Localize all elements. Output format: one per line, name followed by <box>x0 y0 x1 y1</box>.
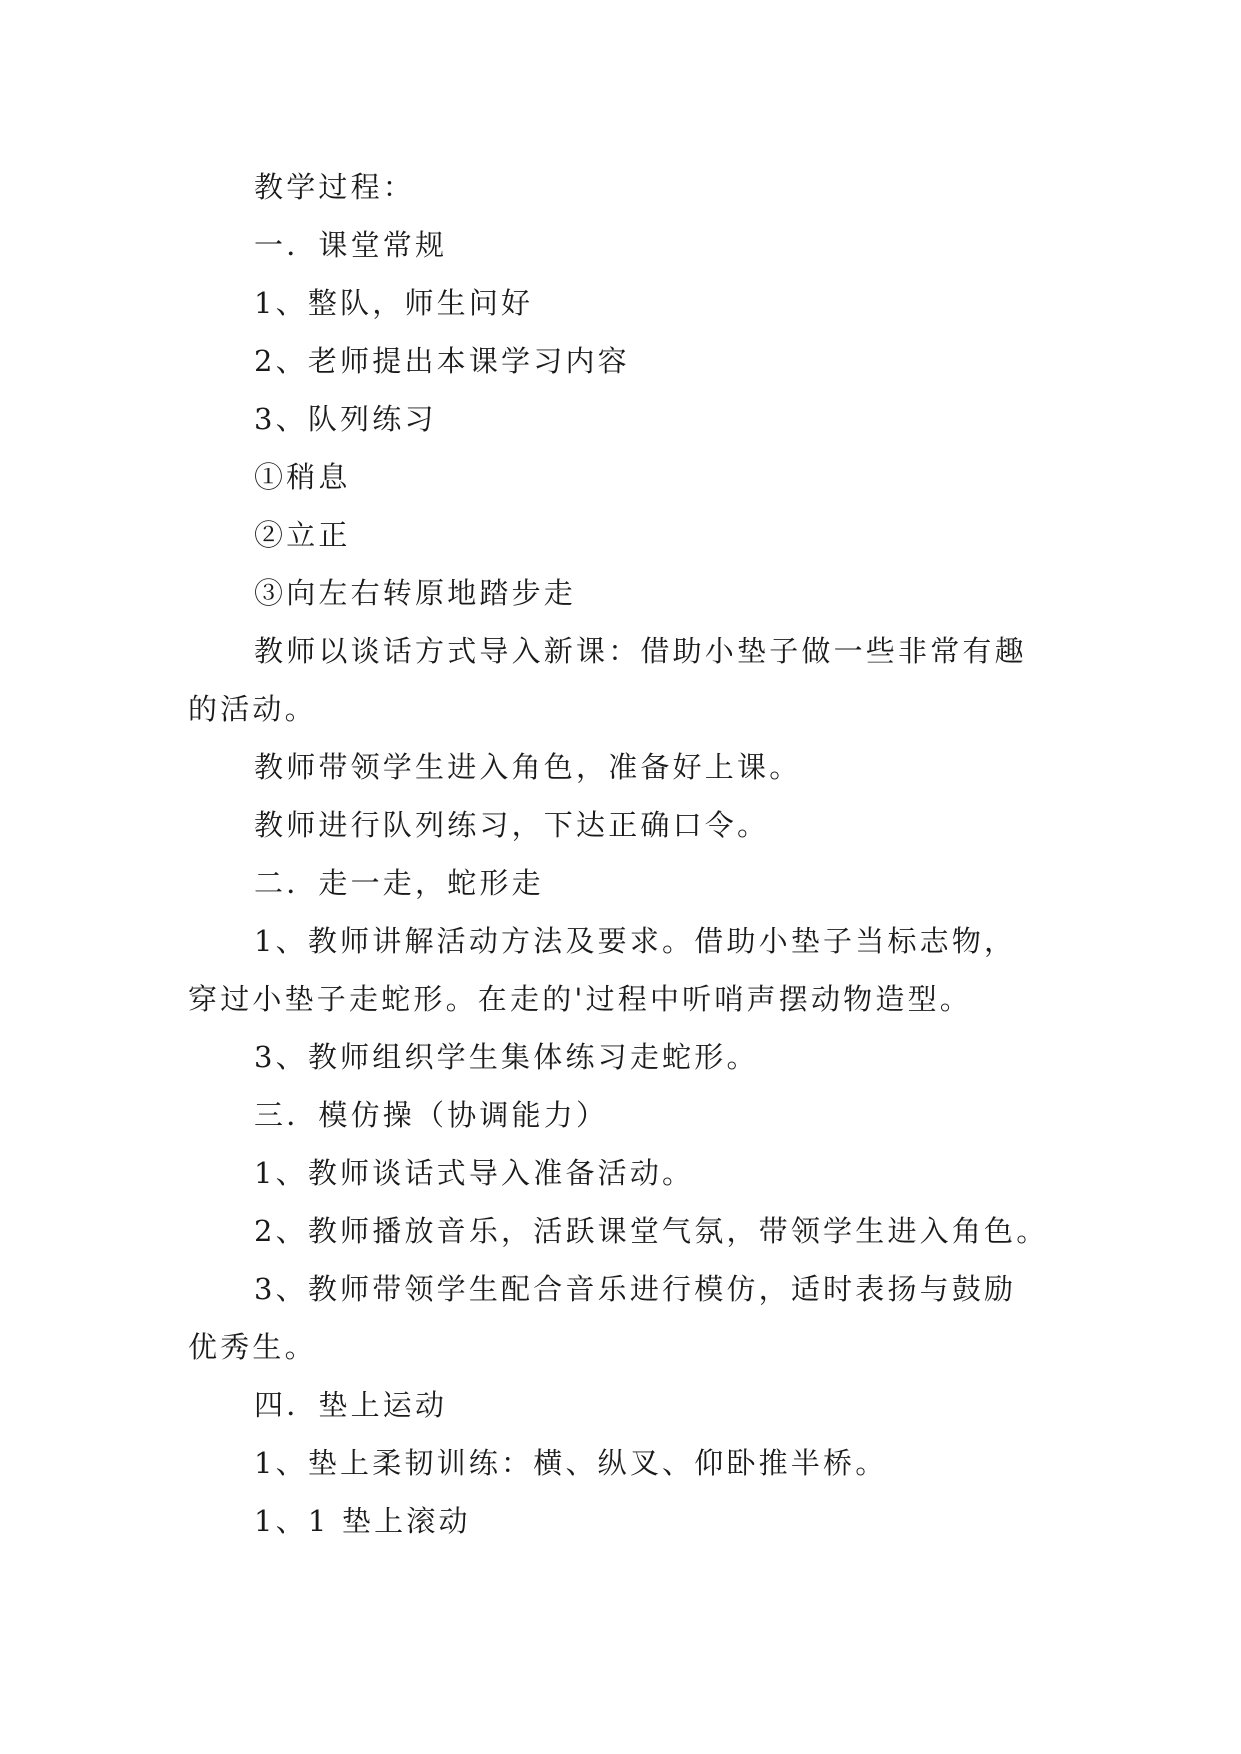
section-heading: 三．模仿操（协调能力） <box>254 1098 609 1132</box>
paragraph-line: 1、整队，师生问好 <box>254 286 534 320</box>
list-item: ①稍息 <box>254 460 351 494</box>
paragraph-line: 优秀生。 <box>188 1330 317 1364</box>
section-heading: 四．垫上运动 <box>254 1388 448 1422</box>
section-heading: 教学过程： <box>254 170 416 204</box>
paragraph-line: 教师以谈话方式导入新课：借助小垫子做一些非常有趣 <box>254 634 1027 668</box>
paragraph-line: 1、1 垫上滚动 <box>254 1504 471 1538</box>
paragraph-line: 教师带领学生进入角色，准备好上课。 <box>254 750 802 784</box>
paragraph-line: 3、教师组织学生集体练习走蛇形。 <box>254 1040 759 1074</box>
list-item: ②立正 <box>254 518 351 552</box>
section-heading: 二．走一走，蛇形走 <box>254 866 544 900</box>
paragraph-line: 3、教师带领学生配合音乐进行模仿，适时表扬与鼓励 <box>254 1272 1017 1306</box>
paragraph-line: 穿过小垫子走蛇形。在走的'过程中听哨声摆动物造型。 <box>188 982 972 1016</box>
paragraph-line: 2、教师播放音乐，活跃课堂气氛，带领学生进入角色。 <box>254 1214 1049 1248</box>
section-heading: 一．课堂常规 <box>254 228 448 262</box>
paragraph-line: 2、老师提出本课学习内容 <box>254 344 630 378</box>
paragraph-line: 的活动。 <box>188 692 317 726</box>
list-item: ③向左右转原地踏步走 <box>254 576 577 610</box>
paragraph-line: 1、教师讲解活动方法及要求。借助小垫子当标志物， <box>254 924 1017 958</box>
document-page <box>188 158 1058 1550</box>
paragraph-line: 1、垫上柔韧训练：横、纵叉、仰卧推半桥。 <box>254 1446 888 1480</box>
paragraph-line: 教师进行队列练习，下达正确口令。 <box>254 808 770 842</box>
paragraph-line: 3、队列练习 <box>254 402 437 436</box>
paragraph-line: 1、教师谈话式导入准备活动。 <box>254 1156 695 1190</box>
